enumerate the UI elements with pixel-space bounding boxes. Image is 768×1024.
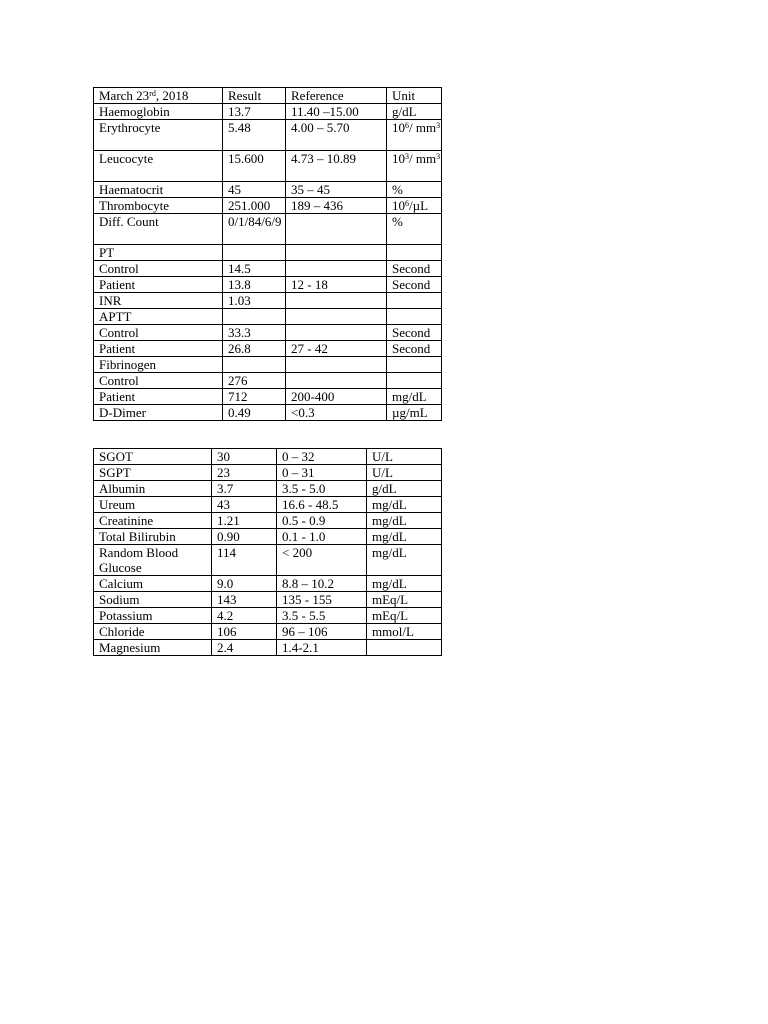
result-value: 13.7 [223, 104, 286, 120]
unit: mEq/L [367, 592, 442, 608]
table-row [94, 198, 442, 214]
reference-range [286, 309, 387, 325]
table-row [94, 341, 442, 357]
table-row [94, 104, 442, 120]
result-value: 30 [212, 449, 277, 465]
test-name: APTT [94, 309, 223, 325]
unit [387, 245, 442, 261]
test-name: Patient [94, 341, 223, 357]
table-row [94, 624, 442, 640]
table-row [94, 513, 442, 529]
result-value: 9.0 [212, 576, 277, 592]
test-name: Leucocyte [94, 151, 223, 182]
reference-range [286, 214, 387, 245]
test-name: Calcium [94, 576, 212, 592]
table-row [94, 309, 442, 325]
reference-range [286, 245, 387, 261]
table-row [94, 576, 442, 592]
result-value: 143 [212, 592, 277, 608]
chemistry-table [93, 448, 442, 656]
unit: Second [387, 277, 442, 293]
unit: g/dL [367, 481, 442, 497]
reference-range: 96 – 106 [277, 624, 367, 640]
test-name: Magnesium [94, 640, 212, 656]
reference-header: Reference [286, 88, 387, 104]
test-name: Random Blood Glucose [94, 545, 212, 576]
result-value: 15.600 [223, 151, 286, 182]
reference-range: 35 – 45 [286, 182, 387, 198]
reference-range: 0.5 - 0.9 [277, 513, 367, 529]
table-row [94, 277, 442, 293]
table-row [94, 529, 442, 545]
table-row [94, 151, 442, 182]
table-row [94, 245, 442, 261]
table-row [94, 405, 442, 421]
unit [367, 640, 442, 656]
test-name: SGPT [94, 465, 212, 481]
unit: Second [387, 325, 442, 341]
result-value: 114 [212, 545, 277, 576]
table-row [94, 261, 442, 277]
table-row [94, 389, 442, 405]
reference-range: 3.5 - 5.0 [277, 481, 367, 497]
result-value: 0/1/84/6/9 [223, 214, 286, 245]
table-row [94, 481, 442, 497]
unit: mg/dL [367, 497, 442, 513]
unit: U/L [367, 465, 442, 481]
reference-range: 4.00 – 5.70 [286, 120, 387, 151]
table-header-row [94, 88, 442, 104]
unit: µg/mL [387, 405, 442, 421]
unit: mg/dL [387, 389, 442, 405]
test-name: Control [94, 261, 223, 277]
result-value: 1.21 [212, 513, 277, 529]
table-row [94, 465, 442, 481]
test-name: Fibrinogen [94, 357, 223, 373]
result-value: 26.8 [223, 341, 286, 357]
result-value: 276 [223, 373, 286, 389]
unit: mmol/L [367, 624, 442, 640]
test-name: Potassium [94, 608, 212, 624]
result-value: 5.48 [223, 120, 286, 151]
test-name: Ureum [94, 497, 212, 513]
result-value: 23 [212, 465, 277, 481]
result-value: 251.000 [223, 198, 286, 214]
reference-range: 16.6 - 48.5 [277, 497, 367, 513]
table-row [94, 293, 442, 309]
table-row [94, 497, 442, 513]
unit: mg/dL [367, 513, 442, 529]
table-row [94, 608, 442, 624]
test-name: Control [94, 325, 223, 341]
table-row [94, 214, 442, 245]
unit: mEq/L [367, 608, 442, 624]
result-value: 45 [223, 182, 286, 198]
result-value [223, 309, 286, 325]
reference-range [286, 293, 387, 309]
result-value [223, 245, 286, 261]
reference-range: 3.5 - 5.5 [277, 608, 367, 624]
test-name: SGOT [94, 449, 212, 465]
reference-range [286, 373, 387, 389]
result-value: 1.03 [223, 293, 286, 309]
reference-range [286, 261, 387, 277]
unit: g/dL [387, 104, 442, 120]
table-row [94, 325, 442, 341]
unit: mg/dL [367, 576, 442, 592]
reference-range: 200-400 [286, 389, 387, 405]
result-value: 2.4 [212, 640, 277, 656]
test-name: Total Bilirubin [94, 529, 212, 545]
reference-range: 1.4-2.1 [277, 640, 367, 656]
table-row [94, 373, 442, 389]
unit: $10^6/$ $mm^3$ [387, 120, 442, 151]
test-name: Sodium [94, 592, 212, 608]
result-value: 106 [212, 624, 277, 640]
test-name: Patient [94, 389, 223, 405]
result-value: 4.2 [212, 608, 277, 624]
unit-header: Unit [387, 88, 442, 104]
hematology-table [93, 87, 442, 421]
unit: Second [387, 341, 442, 357]
reference-range: 0.1 - 1.0 [277, 529, 367, 545]
test-name: Creatinine [94, 513, 212, 529]
unit [387, 293, 442, 309]
result-value: 3.7 [212, 481, 277, 497]
unit: % [387, 182, 442, 198]
test-name: Patient [94, 277, 223, 293]
table-row [94, 592, 442, 608]
unit: $10^6/\mu L$ [387, 198, 442, 214]
table-row [94, 640, 442, 656]
reference-range: 11.40 –15.00 [286, 104, 387, 120]
unit: Second [387, 261, 442, 277]
reference-range: 12 - 18 [286, 277, 387, 293]
test-name: Thrombocyte [94, 198, 223, 214]
result-value: 712 [223, 389, 286, 405]
reference-range: 189 – 436 [286, 198, 387, 214]
result-value: 33.3 [223, 325, 286, 341]
result-value: 0.90 [212, 529, 277, 545]
test-name: Diff. Count [94, 214, 223, 245]
unit: mg/dL [367, 545, 442, 576]
test-name: PT [94, 245, 223, 261]
reference-range: 27 - 42 [286, 341, 387, 357]
date-header: March 23rd, 2018 [94, 88, 223, 104]
unit [387, 357, 442, 373]
reference-range: <0.3 [286, 405, 387, 421]
table-row [94, 182, 442, 198]
reference-range: 4.73 – 10.89 [286, 151, 387, 182]
test-name: Albumin [94, 481, 212, 497]
test-name: INR [94, 293, 223, 309]
test-name: D-Dimer [94, 405, 223, 421]
result-value: 14.5 [223, 261, 286, 277]
unit [387, 373, 442, 389]
test-name: Control [94, 373, 223, 389]
table-row [94, 120, 442, 151]
test-name: Haemoglobin [94, 104, 223, 120]
unit: U/L [367, 449, 442, 465]
test-name: Haematocrit [94, 182, 223, 198]
result-value: 0.49 [223, 405, 286, 421]
table-row [94, 357, 442, 373]
test-name: Chloride [94, 624, 212, 640]
reference-range: 8.8 – 10.2 [277, 576, 367, 592]
result-value: 43 [212, 497, 277, 513]
table-row [94, 545, 442, 576]
reference-range: 135 - 155 [277, 592, 367, 608]
result-value [223, 357, 286, 373]
reference-range: < 200 [277, 545, 367, 576]
unit: mg/dL [367, 529, 442, 545]
test-name: Erythrocyte [94, 120, 223, 151]
result-value: 13.8 [223, 277, 286, 293]
reference-range [286, 325, 387, 341]
result-header: Result [223, 88, 286, 104]
unit: % [387, 214, 442, 245]
reference-range: 0 – 31 [277, 465, 367, 481]
unit: $10^3/$ $mm^3$ [387, 151, 442, 182]
reference-range [286, 357, 387, 373]
reference-range: 0 – 32 [277, 449, 367, 465]
unit [387, 309, 442, 325]
table-row [94, 449, 442, 465]
